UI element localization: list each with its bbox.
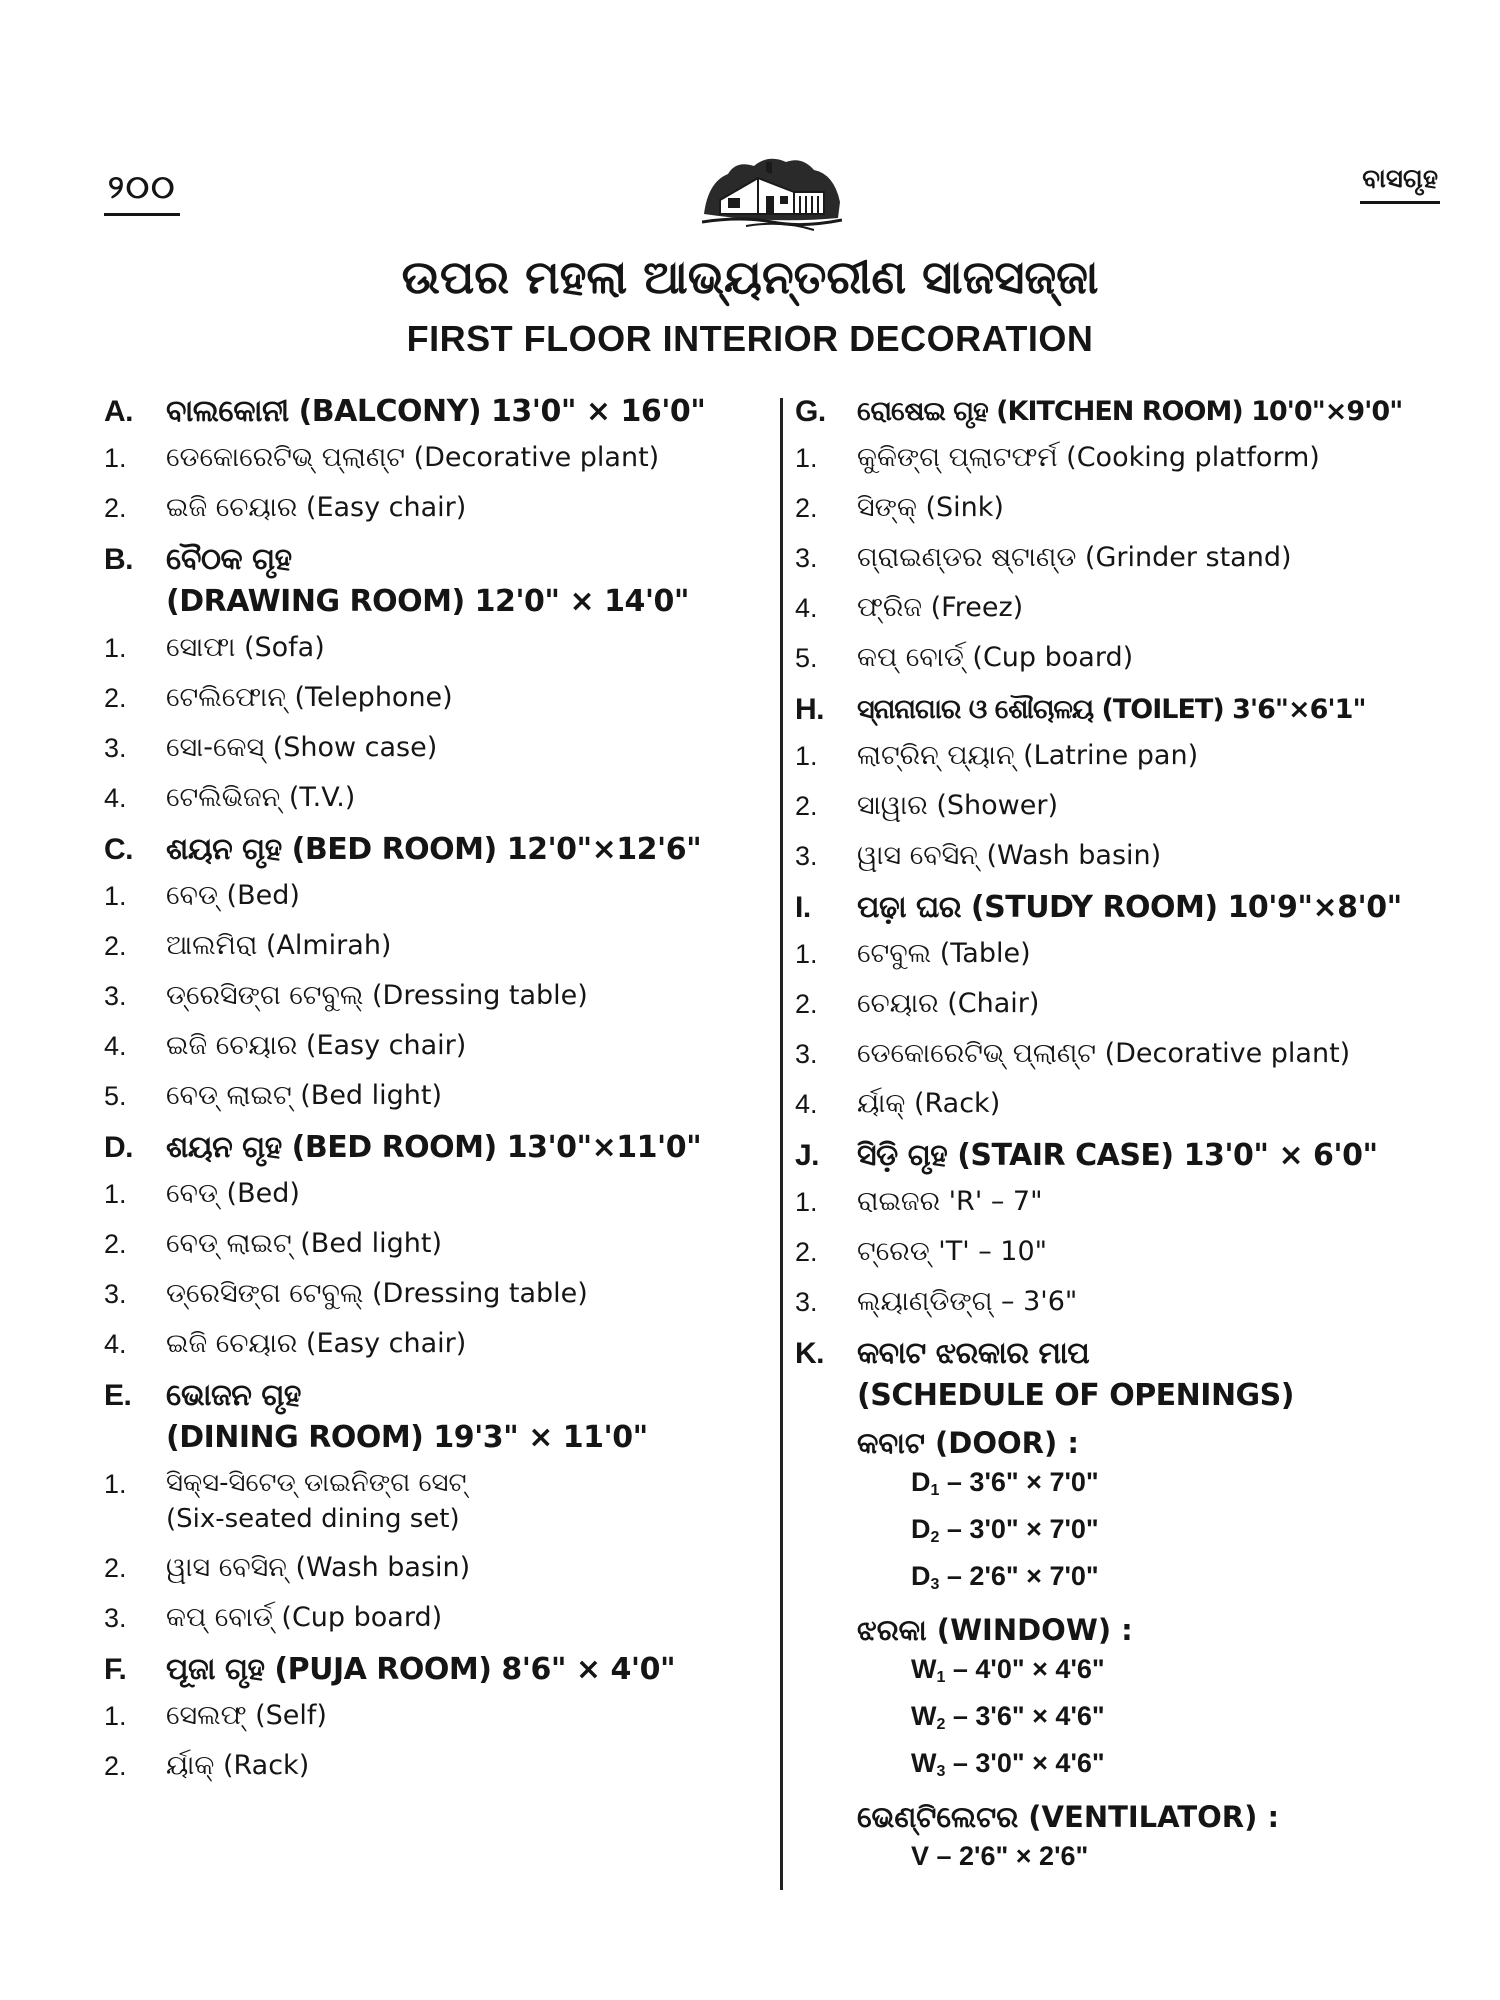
section-bed-room-2 <box>104 1121 764 1369</box>
item-text: କପ୍ ବୋର୍ଡ୍ (Cup board) <box>166 1602 443 1633</box>
item-text: ସାୱାର (Shower) <box>857 790 1058 821</box>
list-item <box>795 1277 1445 1327</box>
door-size <box>857 1510 1445 1557</box>
list-item <box>795 1079 1445 1129</box>
list-item <box>104 1071 764 1121</box>
item-number: 5. <box>104 1081 127 1111</box>
item-text: ଫ୍ରିଜ (Freez) <box>857 592 1024 623</box>
item-number: 2. <box>104 683 127 713</box>
item-number: 1. <box>104 1469 127 1499</box>
section-heading <box>795 385 1445 433</box>
item-text: ଟେଲିଭିଜନ୍ (T.V.) <box>166 782 356 813</box>
left-column <box>104 385 764 1791</box>
item-number: 2. <box>104 931 127 961</box>
item-number: 2. <box>104 493 127 523</box>
item-number: 1. <box>104 443 127 473</box>
section-title: ସ୍ନାନାଗାର ଓ ଶୌଚାଳୟ (TOILET) 3'6"×6'1" <box>857 694 1366 725</box>
section-heading <box>104 823 764 871</box>
list-item <box>104 1269 764 1319</box>
section-heading <box>795 881 1445 929</box>
list-item <box>795 533 1445 583</box>
section-title: ଶୟନ ଗୃହ (BED ROOM) 12'0"×12'6" <box>166 832 702 867</box>
list-item <box>104 1319 764 1369</box>
list-item <box>104 723 764 773</box>
item-number: 1. <box>795 1187 818 1217</box>
section-heading <box>104 385 764 433</box>
item-text: କପ୍ ବୋର୍ଡ୍ (Cup board) <box>857 642 1134 673</box>
section-heading <box>795 1129 1445 1177</box>
list-item <box>104 971 764 1021</box>
section-heading <box>104 533 764 623</box>
window-dimension: – 4'0" × 4'6" <box>945 1654 1105 1684</box>
ventilator-size: V – 2'6" × 2'6" <box>911 1841 1089 1871</box>
door-dimension: – 3'0" × 7'0" <box>939 1514 1099 1544</box>
item-text-line2: (Six-seated dining set) <box>166 1504 460 1534</box>
section-dining-room <box>104 1369 764 1643</box>
list-item <box>104 1593 764 1643</box>
running-head: ବାସଗୃହ <box>1360 164 1440 204</box>
section-title: ବାଲକୋନୀ (BALCONY) 13'0" × 16'0" <box>166 394 706 429</box>
door-schedule <box>795 1417 1445 1604</box>
section-letter: A. <box>104 395 133 428</box>
item-text: ର୍ୟାକ୍ (Rack) <box>857 1088 1001 1119</box>
item-number: 3. <box>104 1279 127 1309</box>
item-text: ର୍ୟାକ୍ (Rack) <box>166 1750 310 1781</box>
item-text: ଚେୟାର (Chair) <box>857 988 1040 1019</box>
item-number: 2. <box>795 791 818 821</box>
item-number: 2. <box>104 1751 127 1781</box>
section-title-line2: (DRAWING ROOM) 12'0" × 14'0" <box>166 584 690 619</box>
section-heading <box>795 683 1445 731</box>
section-drawing-room <box>104 533 764 823</box>
window-size <box>857 1650 1445 1697</box>
list-item <box>104 433 764 483</box>
list-item <box>104 1741 764 1791</box>
item-text: ଟେବୁଲ (Table) <box>857 938 1031 969</box>
list-item <box>104 773 764 823</box>
item-number: 2. <box>795 1237 818 1267</box>
item-text: ଡ୍ରେସିଙ୍ଗ ଟେବୁଲ୍ (Dressing table) <box>166 1278 588 1309</box>
item-number: 3. <box>795 1287 818 1317</box>
list-item <box>795 929 1445 979</box>
item-text: ଇଜି ଚେୟାର (Easy chair) <box>166 1328 467 1359</box>
list-item <box>795 1029 1445 1079</box>
list-item <box>104 921 764 971</box>
section-schedule-of-openings <box>795 1327 1445 1875</box>
item-number: 1. <box>795 939 818 969</box>
section-letter: K. <box>795 1337 824 1370</box>
door-size <box>857 1557 1445 1604</box>
door-symbol: D <box>911 1514 931 1544</box>
window-label: ଝରକା (WINDOW) : <box>857 1613 1133 1647</box>
section-title <box>857 1333 1445 1417</box>
section-title-line2: (SCHEDULE OF OPENINGS) <box>857 1378 1294 1413</box>
door-label: କବାଟ (DOOR) : <box>857 1426 1079 1460</box>
section-title <box>166 1375 764 1459</box>
item-text: ଟେଲିଫୋନ୍ (Telephone) <box>166 682 453 713</box>
door-subscript: 3 <box>930 1576 940 1593</box>
window-dimension: – 3'0" × 4'6" <box>945 1748 1105 1778</box>
section-title-line1: କବାଟ ଝରକାର ମାପ <box>857 1336 1090 1371</box>
window-subscript: 1 <box>936 1669 946 1686</box>
section-title: ଶୟନ ଗୃହ (BED ROOM) 13'0"×11'0" <box>166 1130 702 1165</box>
ventilator-schedule <box>795 1791 1445 1875</box>
item-text: ଡ୍ରେସିଙ୍ଗ ଟେବୁଲ୍ (Dressing table) <box>166 980 588 1011</box>
window-size <box>857 1744 1445 1791</box>
page-title-english: FIRST FLOOR INTERIOR DECORATION <box>406 318 1094 359</box>
ventilator-label: ଭେଣ୍ଟିଲେଟର (VENTILATOR) : <box>857 1800 1280 1834</box>
section-title <box>166 539 764 623</box>
item-number: 2. <box>795 493 818 523</box>
section-puja-room <box>104 1643 764 1791</box>
section-letter: D. <box>104 1131 133 1164</box>
item-text: ଡେକୋରେଟିଭ୍ ପ୍ଲାଣ୍ଟ (Decorative plant) <box>857 1038 1351 1069</box>
page-title-odia: ଉପର ମହଲା ଆଭ୍ୟନ୍ତରୀଣ ସାଜସଜ୍ଜା <box>401 250 1099 304</box>
item-text-line1: ସିକ୍ସ-ସିଟେଡ୍ ଡାଇନିଙ୍ଗ ସେଟ୍ <box>166 1468 467 1498</box>
section-letter: F. <box>104 1653 127 1686</box>
item-number: 3. <box>104 981 127 1011</box>
section-title-line2: (DINING ROOM) 19'3" × 11'0" <box>166 1420 648 1455</box>
item-text: କୁକିଙ୍ଗ୍ ପ୍ଲାଟଫର୍ମ (Cooking platform) <box>857 442 1320 473</box>
item-text <box>166 1465 764 1537</box>
section-letter: C. <box>104 833 133 866</box>
item-text: ସୋଫା (Sofa) <box>166 632 325 663</box>
section-heading <box>795 1327 1445 1417</box>
item-text: ୱାସ ବେସିନ୍ (Wash basin) <box>857 840 1162 871</box>
item-text: ଡେକୋରେଟିଭ୍ ପ୍ଲାଣ୍ଟ (Decorative plant) <box>166 442 660 473</box>
item-number: 1. <box>104 633 127 663</box>
column-divider <box>780 398 783 1890</box>
section-title: ସିଡ଼ି ଗୃହ (STAIR CASE) 13'0" × 6'0" <box>857 1138 1378 1173</box>
item-text: ରାଇଜର 'R' – 7" <box>857 1186 1043 1217</box>
list-item <box>795 831 1445 881</box>
item-number: 4. <box>104 1329 127 1359</box>
item-number: 2. <box>104 1553 127 1583</box>
item-text: ଟ୍ରେଡ୍ 'T' – 10" <box>857 1236 1048 1267</box>
door-symbol: D <box>911 1561 931 1591</box>
item-text: ୱାସ ବେସିନ୍ (Wash basin) <box>166 1552 471 1583</box>
item-number: 3. <box>795 543 818 573</box>
list-item <box>795 979 1445 1029</box>
section-letter: B. <box>104 543 133 576</box>
page-number: ୨୦୦ <box>104 168 180 216</box>
item-text: ଲ୍ୟାଣ୍ଡିଙ୍ଗ୍ – 3'6" <box>857 1286 1078 1317</box>
window-subscript: 2 <box>936 1716 946 1733</box>
door-size <box>857 1463 1445 1510</box>
section-toilet <box>795 683 1445 881</box>
section-title: ପଢ଼ା ଘର (STUDY ROOM) 10'9"×8'0" <box>857 890 1402 925</box>
window-schedule <box>795 1604 1445 1791</box>
item-text: ଲାଟ୍ରିନ୍ ପ୍ୟାନ୍ (Latrine pan) <box>857 740 1199 771</box>
item-number: 4. <box>795 593 818 623</box>
item-number: 2. <box>104 1229 127 1259</box>
window-size <box>857 1697 1445 1744</box>
item-number: 3. <box>104 1603 127 1633</box>
right-column <box>795 385 1445 1875</box>
section-kitchen-room <box>795 385 1445 683</box>
item-number: 3. <box>795 841 818 871</box>
list-item <box>795 583 1445 633</box>
section-letter: I. <box>795 891 811 924</box>
item-number: 1. <box>795 741 818 771</box>
list-item <box>795 781 1445 831</box>
list-item <box>104 1219 764 1269</box>
item-text: ଇଜି ଚେୟାର (Easy chair) <box>166 492 467 523</box>
list-item <box>104 673 764 723</box>
list-item <box>104 623 764 673</box>
door-subscript: 2 <box>930 1529 940 1546</box>
window-symbol: W <box>911 1701 937 1731</box>
door-symbol: D <box>911 1467 931 1497</box>
list-item <box>104 1459 764 1543</box>
section-title: ରୋଷେଇ ଗୃହ (KITCHEN ROOM) 10'0"×9'0" <box>857 396 1403 427</box>
window-subscript: 3 <box>936 1763 946 1780</box>
window-dimension: – 3'6" × 4'6" <box>945 1701 1105 1731</box>
list-item <box>104 1021 764 1071</box>
section-balcony <box>104 385 764 533</box>
section-letter: G. <box>795 395 826 428</box>
window-symbol: W <box>911 1654 937 1684</box>
house-emblem-icon <box>702 152 842 232</box>
item-text: ବେଡ୍ (Bed) <box>166 880 300 911</box>
section-title-line1: ବୈଠକ ଗୃହ <box>166 542 292 577</box>
section-letter: E. <box>104 1379 132 1412</box>
section-heading <box>104 1121 764 1169</box>
list-item <box>795 1177 1445 1227</box>
list-item <box>795 633 1445 683</box>
section-heading <box>104 1369 764 1459</box>
door-subscript: 1 <box>930 1482 940 1499</box>
list-item <box>104 1543 764 1593</box>
item-number: 1. <box>104 1701 127 1731</box>
item-number: 5. <box>795 643 818 673</box>
item-number: 3. <box>795 1039 818 1069</box>
item-text: ବେଡ୍ (Bed) <box>166 1178 300 1209</box>
item-text: ଇଜି ଚେୟାର (Easy chair) <box>166 1030 467 1061</box>
item-text: ଆଲମିରା (Almirah) <box>166 930 392 961</box>
section-stair-case <box>795 1129 1445 1327</box>
section-letter: H. <box>795 693 824 726</box>
item-number: 4. <box>104 783 127 813</box>
door-dimension: – 2'6" × 7'0" <box>939 1561 1099 1591</box>
item-number: 2. <box>795 989 818 1019</box>
section-study-room <box>795 881 1445 1129</box>
list-item <box>104 1169 764 1219</box>
section-heading <box>104 1643 764 1691</box>
item-number: 3. <box>104 733 127 763</box>
section-bed-room-1 <box>104 823 764 1121</box>
list-item <box>795 433 1445 483</box>
item-text: ବେଡ୍ ଲାଇଟ୍ (Bed light) <box>166 1080 443 1111</box>
item-number: 4. <box>795 1089 818 1119</box>
list-item <box>104 483 764 533</box>
list-item <box>795 731 1445 781</box>
section-title-line1: ଭୋଜନ ଗୃହ <box>166 1378 301 1413</box>
item-text: ସେଲଫ୍ (Self) <box>166 1700 327 1731</box>
list-item <box>104 1691 764 1741</box>
section-letter: J. <box>795 1139 820 1172</box>
door-dimension: – 3'6" × 7'0" <box>939 1467 1099 1497</box>
item-number: 1. <box>795 443 818 473</box>
list-item <box>104 871 764 921</box>
item-number: 1. <box>104 1179 127 1209</box>
window-symbol: W <box>911 1748 937 1778</box>
list-item <box>795 1227 1445 1277</box>
item-text: ଗ୍ରାଇଣ୍ଡର ଷ୍ଟାଣ୍ଡ (Grinder stand) <box>857 542 1292 573</box>
item-number: 1. <box>104 881 127 911</box>
item-text: ସିଙ୍କ୍ (Sink) <box>857 492 1004 523</box>
list-item <box>795 483 1445 533</box>
section-title: ପୂଜା ଗୃହ (PUJA ROOM) 8'6" × 4'0" <box>166 1652 676 1687</box>
item-text: ବେଡ୍ ଲାଇଟ୍ (Bed light) <box>166 1228 443 1259</box>
item-number: 4. <box>104 1031 127 1061</box>
item-text: ସୋ-କେସ୍ (Show case) <box>166 732 438 763</box>
